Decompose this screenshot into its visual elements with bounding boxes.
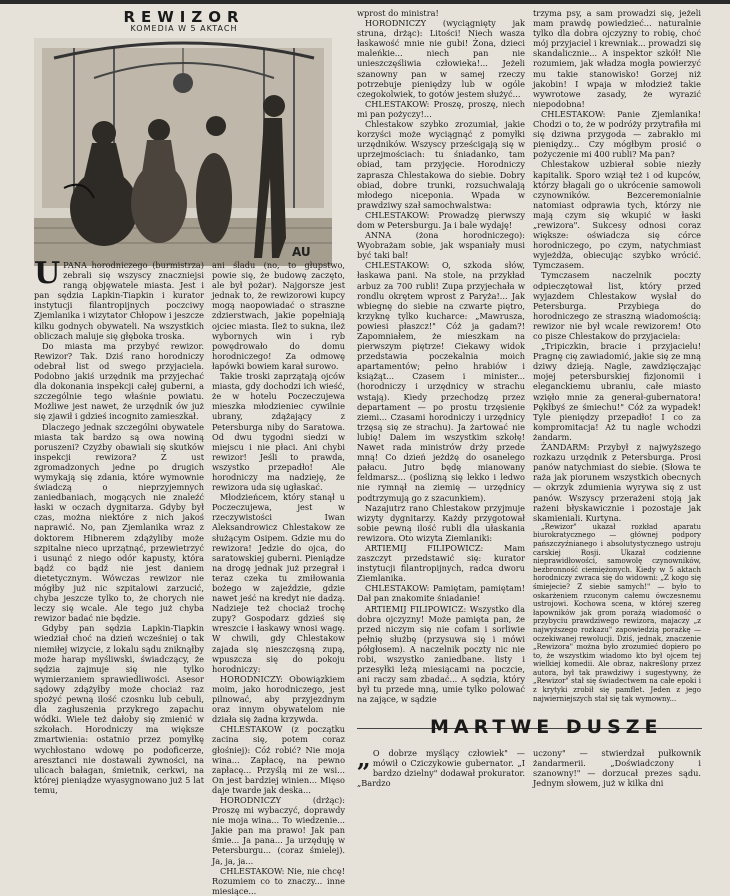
- top-rule: [0, 0, 730, 4]
- martwe-dusze-title: MARTWE DUSZE: [430, 716, 663, 738]
- dialogue-line: CHLESTAKOW (z początku zacina się, potem coraz głośniej): Cóż robić? Nie moja wina... Zapłacę, na pewno zapłacę... Przyślą mi ze wsi... On jest bardziej winien... Mięso daje twarde jak deska...: [212, 724, 345, 795]
- paragraph: trzyma psy, a sam prowadzi się, jeżeli mam prawdę powiedzieć... naturalnie tylko dla dobra ojczyzny to robię, choć mój przyjaciel i krewniak... prowadzi się skandalicznie... A inspektor szkół! Nie rozumiem, jak władza mogła powierzyć mu takie stanowisko! Gorzej niż jakobin! I wpaja w młodzież takie wywrotowe zasady, że wyrazić niepodobna!: [533, 8, 701, 109]
- commentary: „Rewizor" ukazał rozkład aparatu biurokratycznego — głównej podpory pańszczyźnianego i absolutystycznego ustroju carskiej Rosji. Ukazał codzienne nieprawidłowości, samowolę czynowników, bezbronność ciemiężonych. Kiedy w 5 aktach horodniczy zwraca się do widowni: „Z kogo się śmiejecie? Z siebie samych!" — było to oskarżeniem rzuconym całemu ówczesnemu ustrojowi. Kochowa scena, w której szereg łapowników jak grom porażą wiadomość o przybyciu prawdziwego rewizora, majaczy „z najwyższego rozkazu" zapowiedzią porażkę — oczekiwanej rewolucji. Dziś, jednak, znaczenie „Rewizora" można było zrozumieć dopiero po to, że wszystkim wiadomo kto był ojcem tej wielkiej komedii. Ale obraz, nakreślony przez autora, był tak prawdziwy i sugestywny, że „Rewizor" stał się świadectwem na całe epoki i z krytyki zrobił się pamflet. Jeden z jego najwierniejszych stał się tak wymowny...: [533, 522, 701, 703]
- paragraph: Chlestakow szybko zrozumiał, jakie korzyści może wyciągnąć z pomyłki urzędników. Wszyscy prześcigają się w uprzejmościach: tu śniadanko, tam obiad, tam przyjęcie. Horodniczy zaprasza Chlestakowa do siebie. Dobry obiad, dobre trunki, rozsuchwalają młodego niceponia. Wpada w prawdziwy szał samochwalstwa:: [357, 119, 525, 210]
- paragraph: wprost do ministra!: [357, 8, 439, 18]
- paragraph-2: Do miasta ma przybyć rewizor. Rewizor? Tak. Dziś rano horodniczy odebrał list od swego przyjaciela. Podobno jakiś urzędnik ma przyjechać dla dokonania inspekcji całej guberni, a szczególnie tego właśnie powiatu. Możliwe jest nawet, że urzędnik ów już się zjawił i gdzieś incognito zamieszkał.: [34, 340, 204, 422]
- article-title: REWIZOR: [123, 8, 245, 26]
- dialogue-line: HORODNICZY: Obowiązkiem moim, jako horodniczego, jest pilnować, aby przyjezdnym oraz innym obywatelom nie działa się żadna krzywda.: [212, 673, 345, 725]
- dialogue-line: CHLESTAKOW: O, szkoda słów, łaskawa pani. Na stole, na przykład arbuz za 700 rubli! Zupa przyjechała w rondlu okrętem wprost z Paryża!... Jak wbiegnę do siebie na czwarte piętro, krzyknę tylko kucharce: „Mawrusza, powiesi płaszcz!" Cóż ja gadam?! Zapomniałem, że mieszkam na pierwszym piętrze! Ciekawy widok przedstawia poczekalnia moich apartamentów; pełno hrabiów i książąt... Czasem i minister... (horodniczy i urzędnicy w strachu wstają). Kiedy przechodzę przez departament — po prostu trzęsienie ziemi... Czasami horodniczy i urzędnicy trzęsą się ze strachu). Ja żartować nie lubię! Dalem im wszystkim szkołę! Nawet rada ministrów drży przede mną! Co dzień jeżdżę do osanelego pałacu. Jutro będę mianowany feldmarsz... (poślizną się lekko i ledwo nie rymnął na ziemię — urzędnicy podtrzymują go z szacunkiem).: [357, 260, 525, 503]
- martwe-dusze-column-2: uczony" — stwierdzał pułkownik żandarmerii. „Doświadczony i szanowny!" — dorzucał prezes sądu. Jednym słowem, już w kilka dni: [533, 748, 701, 789]
- dialogue-line: ŻANDARM: Przybył z najwyższego rozkazu urzędnik z Petersburga. Prosi panów natychmiast do siebie. (Słowa te raża jak piorunem wszystkich obecnych — okrzyk zdumienia wyrywa się z ust panów. Wszyscy przerażeni stoją jak rażeni błyskawicznie i pozostaje jak skamieniali. Kurtyna.: [533, 442, 701, 523]
- paragraph-1: UPANA horodniczego (burmistrza) zebrali się wszyscy znaczniejsi rangą objęwatele miasta. Jest i pan sędzia Lapkin-Tiapkin i kurator instytucji filantropijnych poczciwy Zjemlanika i wizytator Chłopow i jeszcze kilku godnych obywateli. Na wszystkich obliczach maluje się głęboka troska.: [34, 256, 204, 341]
- martwe-dusze-column-1: „ O dobrze myślący człowiek" — mówił o Cziczykowie gubernator. „I bardzo dzielny" dodawał prokurator. „Bardzo: [357, 744, 525, 789]
- rewizor-column-2: [212, 260, 345, 896]
- paragraph: Chlestakow uzbierał sobie niezły kapitalik. Sporo wziął też i od kupców, którzy błagali go o ukrócenie samowoli czynowników. Bezceremonialnie natomiast odprawia tych, którzy nie mają czym się wkupić w łaski „rewizora". Sukcesy odnosi coraz większe: oświadcza się córce horodniczego, po czym, natychmiast wyjeżdża, obiecując szybko wrócić. Tymczasem.: [533, 159, 701, 271]
- paragraph: Młodzieńcem, który stanął u Poczeczujewa, jest w rzeczywistości Iwan Aleksandrowicz Chlestakow ze służącym Osipem. Gdzie mu do rewizora! Jedzie do ojca, do saratowskiej guberni. Pieniądze na drogę jednak już przegrał i teraz czeka tu zmiłowania bożego w zajeździe, gdzie nawet jeść na kredyt nie dadzą. Nadzieje też chociaż trochę zupy? Gospodarz gdzieś się wreszcie i łaskawy wnosi wagę. W chwili, gdy Chlestakow zajada się nieszczęsną zupą, wpuszcza się do pokoju horodniczy:: [212, 492, 345, 674]
- paragraph: Nazajutrz rano Chlestakow przyjmuje wizyty dygnitarzy. Każdy przygotował sobie pewną ilość rubli dla ułaskania rewizora. Oto wizyta Ziemlaniki:: [357, 502, 525, 543]
- paragraph: ani śladu (no, to głupstwo, powie się, że budowę zaczęto, ale był pożar). Najgorsze jest jednak to, że rewizorowi kupcy mogą naopowiadać o straszne zdzierstwach, jakie popełniają ojciec miasta. Ileż to sukna, ileż wybornych win i ryb powędrowało do domu horodniczego! Za odmowę łapówki bowiem karał surowo.: [212, 260, 345, 371]
- rewizor-column-4: [533, 8, 701, 738]
- dialogue-line: HORODNICZY (wyciągnięty jak struna, drżąc): Litości! Niech wasza łaskawość mnie nie gubi! Żona, dzieci maleńkie... niech pan nie unieszczęśliwia człowieka!... Jeżeli szanowny pan w samej rzeczy potrzebuje pieniędzy lub w ogóle czegokolwiek, to gotów jestem służyć...: [357, 18, 525, 99]
- rewizor-column-1: [34, 256, 204, 800]
- article-subtitle: KOMEDIA W 5 AKTACH: [130, 24, 238, 34]
- dialogue-line: CHLESTAKOW: Prowadzę pierwszy dom w Petersburgu. Ja i bale wydaję!: [357, 209, 525, 230]
- artist-signature: AU: [292, 245, 311, 260]
- dialogue-line: CHLESTAKOW: Proszę, proszę, niech mi pan pożyczy!...: [357, 98, 525, 119]
- quoted-letter: „Tripiczkin, bracie i przyjacielu! Pragnę cię zawiadomić, jakie się ze mną dziwy dzieją. Nagle, zawdzięczając mojej petersburskiej fizjonomii i eleganckiemu ubraniu, całe miasto wzięło mnie za generał-gubernatora! Pękłbyś ze śmiechu!" Cóż za wypadek! Tyle pieniędzy przepadło! I co za kompromitacja! Aż tu nagle wchodzi żandarm.: [533, 341, 701, 442]
- drop-cap: U: [34, 256, 61, 291]
- paragraph: Tymczasem naczelnik poczty odpieczętował list, który przed wyjazdem Chlestakow wysłał do Petersburga. Przybiega do horodniczego ze straszną wiadomością: rewizor nie był wcale rewizorem! Oto co pisze Chlestakow do przyjaciela:: [533, 270, 701, 341]
- rewizor-column-3: [357, 8, 525, 738]
- dialogue-line: ARTIEMIJ FILIPOWICZ: Wszystko dla dobra ojczyzny! Może pamięta pan, że przed niczym się nie cofam i sorliwie pełnię służbę (przysuwa się i mówi półgłosem). A naczelnik poczty nic nie robi, wszystko zaniedbane. listy i przesyłki leżą miesiącami na poczcie, ani raczy sam zbadać... A sędzia, który był tu przede mną, umie tylko polować na zające, w sądzie: [357, 603, 525, 705]
- paragraph-4: Gdyby pan sędzia Lapkin-Tiapkin wiedział choć na dzień wcześniej o tak niemiłej wizycie, z lokalu sądu zniknąłby może harap myśliwski, świadczący, że sędzia zajmuje się nie tylko wymierzaniem sprawiedliwości. Asesor sądowy zdążyłby może chociaż raz spożyć pewną ilość czosnku lub cebuli, dla zagłuszenia przykrego zapachu wódki. Wiele też dałoby się zmienić w szkołach. Horodniczy ma większe zmartwienia: ostatnio przez pomyłkę wychłostano wdowę po podoficerze, aresztanci nie dostawali żywności, na ulicach bałagan, śmietnik, cerkwi, na której pieniądze wyasygnowano już 5 lat temu,: [34, 623, 204, 795]
- quote-drop-cap: „: [357, 744, 371, 773]
- dialogue-line: HORODNICZY (drżąc): Proszę mi wybaczyć, doprawdy nie moja wina... To wiedzenie... Jakie pan ma prawo! Jak pan śmie... Ja pana... Ja urzęduję w Petersburgu... (coraz śmielej). Ja, ja, ja...: [212, 794, 345, 866]
- dialogue-line: CHLESTAKOW: Panie Zjemlanika! Chodzi o to, że w podróży przytrafiła mi się dziwna przygoda — zabrakło mi pieniędzy... Czy mógłbym prosić o pożyczenie mi 400 rubli? Ma pan?: [533, 108, 701, 160]
- paragraph: Takie troski zaprzątają ojców miasta, gdy dochodzi ich wieść, że w hotelu Poczeczujewa mieszka młodzieniec cywilnie ubrany, zdążający z Petersburga niby do Saratowa. Od dwu tygodni siedzi w miejscu i nie płaci. Ani chybi rewizor! Jeśli to prawda, wszystko przepadło! Ale horodniczy ma nadzieję, że rewizora uda się ugłaskać.: [212, 371, 345, 493]
- illustration-theatre-scene: [34, 38, 332, 266]
- dialogue-line: ANNA (żona horodniczego): Wyobrażam sobie, jak wspaniały musi być taki bal!: [357, 230, 525, 261]
- dialogue-line: CHLESTAKOW: Nie, nie chcę! Rozumiem co to znaczy... inne miesiące...: [212, 865, 345, 896]
- dialogue-line: CHLESTAKOW: Pamiętam, pamiętam! Dał pan znakomite śniadanie!: [357, 583, 525, 604]
- dialogue-line: ARTIEMIJ FILIPOWICZ: Mam zaszczyt przedstawić się: kurator instytucji filantropijnych, radca dworu Ziemlanika.: [357, 542, 525, 584]
- paragraph-3: Dlaczego jednak szczególni obywatele miasta tak bardzo są owa nowiną poruszeni? Czyżby obawiali się skutków inspekcji rewizora? Z ust zgromadzonych jedne po drugich wymykają się zdania, które wymownie świadczą o nieprzyjemnych zaniedbaniach, mogących nie znaleźć łaski w oczach dygnitarza. Gdyby był czas, można niektóre z nich jakoś naprawić. No, pan Zjemlanika wraz z doktorem Hibnerem zdążyliby może szpitalne nieco uprzątnąć, przewietrzyć i usunąć z niego odór kapusty, która bądź co bądź nie jest daniem dietetycznym. Wówczas rewizor nie mógłby już nic szpitalowi zarzucić, chyba jeszcze tylko to, że chorych nie leczy się wcale. Ale tego już chyba rewizor badać nie będzie.: [34, 421, 204, 624]
